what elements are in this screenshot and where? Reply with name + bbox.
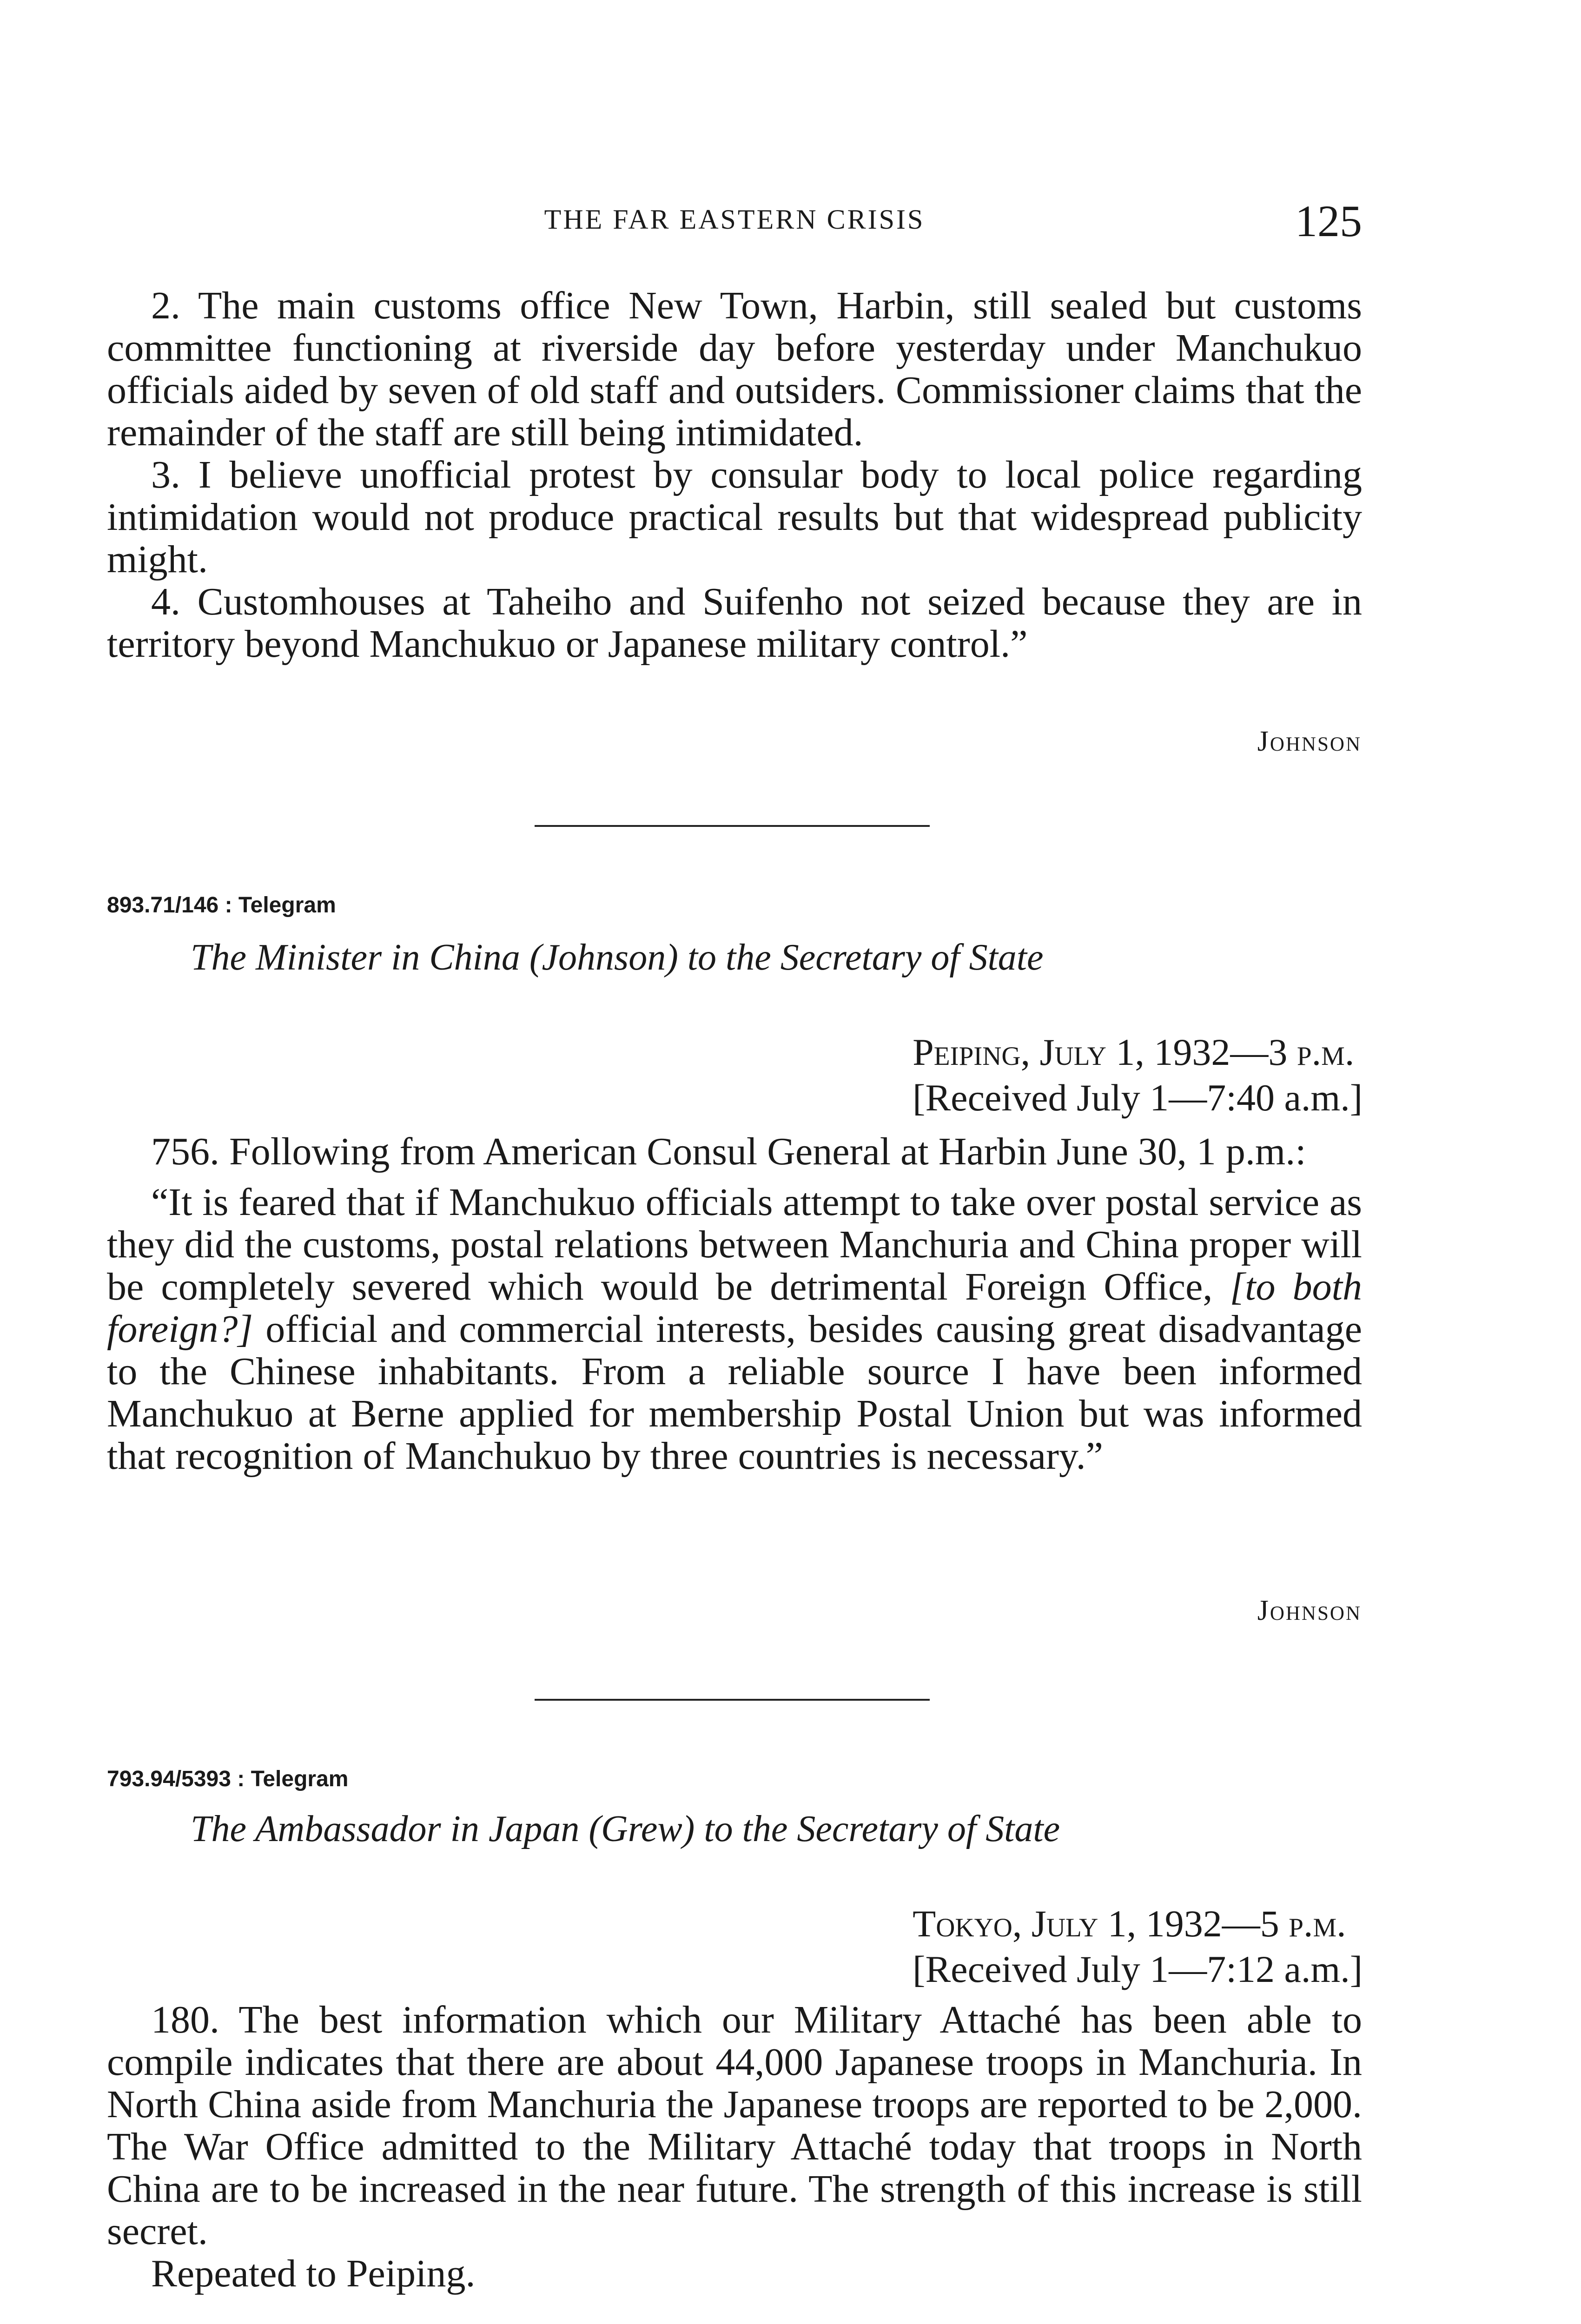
section-divider-2 xyxy=(535,1699,930,1701)
telegram-intro-2: 756. Following from American Consul General at Harbin June 30, 1 p.m.: xyxy=(151,1130,1306,1173)
running-title: THE FAR EASTERN CRISIS xyxy=(544,204,925,235)
document3-body xyxy=(107,1999,1362,2295)
received-note-2: [Received July 1—7:40 a.m.] xyxy=(913,1076,1363,1119)
telegram-body-3: 180. The best information which our Military Attaché has been able to compile indicates that there are about 44,000 Japanese troops in Manchuria. In North China aside from Manchuria the Japanese troops are reported to be 2,000. The War Office admitted to the Military Attaché today that troops in North China are to be increased in the near future. The strength of this increase is still secret. xyxy=(107,1998,1362,2253)
paragraph-2: 2. The main customs office New Town, Harbin, still sealed but customs committee functioning at riverside day before yesterday under Manchukuo officials aided by seven of old staff and outsiders. Commissioner claims that the remainder of the staff are still being intimidated. xyxy=(107,284,1362,454)
file-reference-2: 893.71/146 : Telegram xyxy=(107,893,336,918)
document-title-3: The Ambassador in Japan (Grew) to the Secretary of State xyxy=(191,1809,1060,1849)
signature-johnson-2: Johnson xyxy=(1257,1595,1362,1626)
paragraph-3: 3. I believe unofficial protest by consular body to local police regarding intimidation would not produce practical results but that widespread publicity might. xyxy=(107,453,1362,581)
quote-text-part-1: “It is feared that if Manchukuo officials attempt to take over postal service as they did the customs, postal relations between Manchuria and China proper will be completely severed which would be detrimental Foreign Office, xyxy=(107,1181,1362,1308)
paragraph-4: 4. Customhouses at Taheiho and Suifenho not seized because they are in territory beyond Manchukuo or Japanese military control.” xyxy=(107,580,1362,666)
dateline-place-2: Peiping, July 1, 1932—3 p.m. xyxy=(913,1031,1355,1073)
document-title-2: The Minister in China (Johnson) to the Secretary of State xyxy=(191,937,1044,978)
closing-line-3: Repeated to Peiping. xyxy=(151,2252,476,2295)
document2-body xyxy=(107,1130,1362,1477)
received-note-3: [Received July 1—7:12 a.m.] xyxy=(913,1948,1363,1990)
dateline-3 xyxy=(913,1901,1363,1992)
dateline-2 xyxy=(913,1030,1363,1121)
section-divider-1 xyxy=(535,825,930,827)
dateline-place-3: Tokyo, July 1, 1932—5 p.m. xyxy=(913,1902,1346,1945)
running-head xyxy=(107,195,1362,251)
page-number: 125 xyxy=(1295,196,1362,246)
file-reference-3: 793.94/5393 : Telegram xyxy=(107,1767,349,1791)
section1-body xyxy=(107,284,1362,665)
editorial-insertion: [to both foreign?] xyxy=(107,1265,1362,1351)
quote-text-part-2: official and commercial interests, besides causing great disadvantage to the Chinese inhabitants. From a reliable source I have been informed Manchukuo at Berne applied for membership Postal Union but was informed that recognition of Manchukuo by three countries is necessary.” xyxy=(107,1307,1362,1478)
telegram-quote-2 xyxy=(107,1181,1362,1477)
signature-johnson-1: Johnson xyxy=(1257,726,1362,757)
